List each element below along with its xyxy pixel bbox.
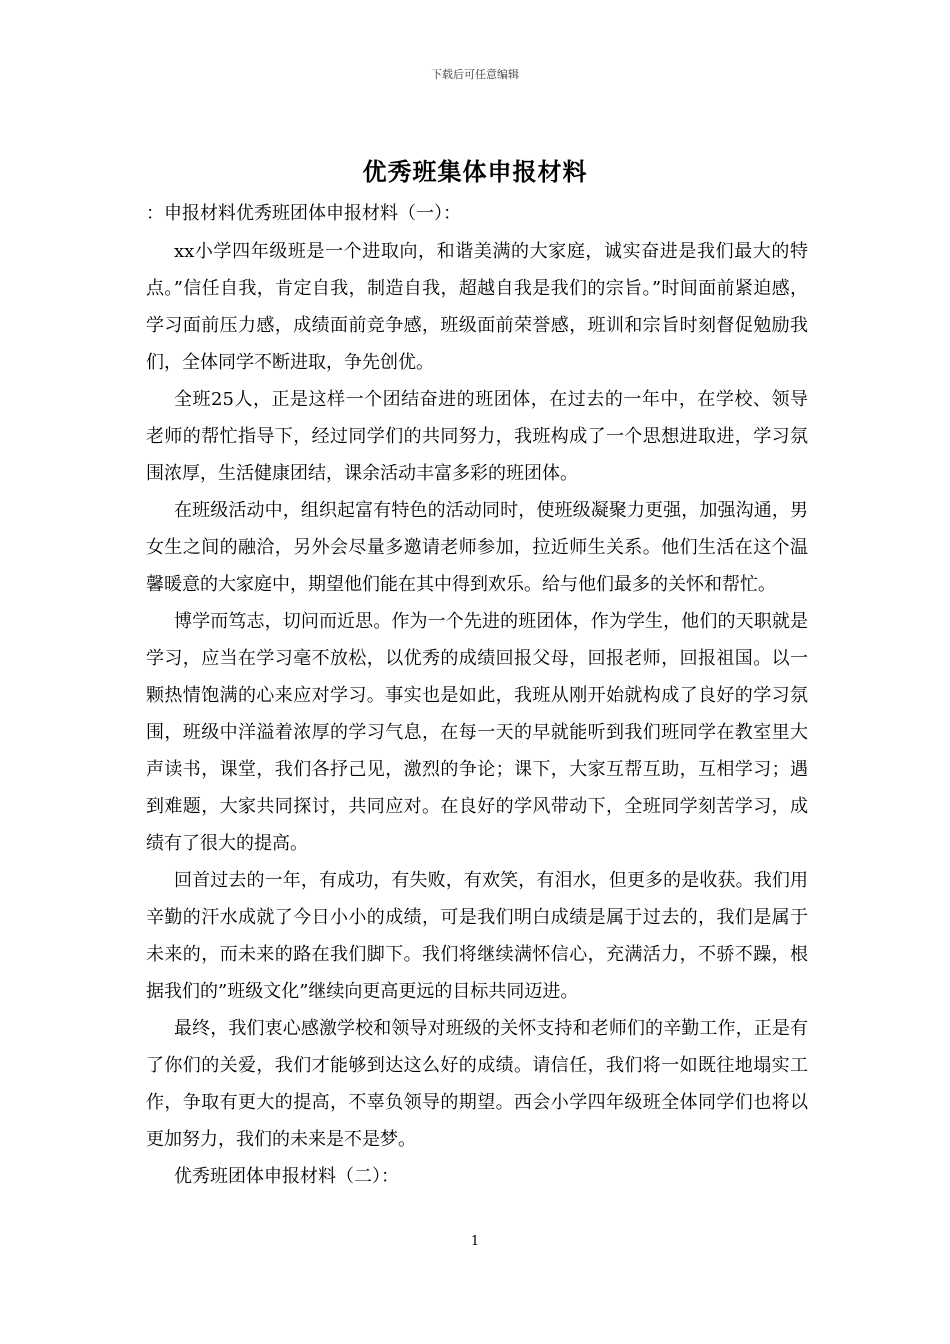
document-title: 优秀班集体申报材料 — [362, 157, 588, 186]
section-heading: 优秀班团体申报材料（二）： — [174, 1166, 399, 1187]
paragraph: 在班级活动中，组织起富有特色的活动同时，使班级凝聚力更强，加强沟通，男女生之间的融洽，另外会尽量多邀请老师参加，拉近师生关系。他们生活在这个温馨暖意的大家庭中，期望他们能在其中得到欢乐。给与他们最多的关怀和帮忙。 — [146, 500, 808, 595]
paragraph: 博学而笃志，切问而近思。作为一个先进的班团体，作为学生，他们的天职就是学习，应当在学习毫不放松，以优秀的成绩回报父母，回报老师，回报祖国。以一颗热情饱满的心来应对学习。事实也是如此，我班从刚开始就构成了良好的学习氛围，班级中洋溢着浓厚的学习气息，在每一天的早就能听到我们班同学在教室里大声读书，课堂，我们各抒己见，激烈的争论；课下，大家互帮互助，互相学习；遇到难题，大家共同探讨，共同应对。在良好的学风带动下，全班同学刻苦学习，成绩有了很大的提高。 — [146, 611, 808, 854]
paragraph: 回首过去的一年，有成功，有失败，有欢笑，有泪水，但更多的是收获。我们用辛勤的汗水成就了今日小小的成绩，可是我们明白成绩是属于过去的，我们是属于未来的，而未来的路在我们脚下。我们将继续满怀信心，充满活力，不骄不躁，根据我们的”班级文化”继续向更高更远的目标共同迈进。 — [146, 870, 808, 1002]
page-number: 1 — [470, 1234, 480, 1249]
document-body — [146, 196, 808, 1195]
section-subtitle: ：申报材料优秀班团体申报材料（一）： — [146, 203, 461, 224]
header-note: 下载后可任意编辑 — [431, 68, 519, 81]
paragraph: 最终，我们衷心感激学校和领导对班级的关怀支持和老师们的辛勤工作，正是有了你们的关爱，我们才能够到达这么好的成绩。请信任，我们将一如既往地塌实工作，争取有更大的提高，不辜负领导的期望。西会小学四年级班全体同学们也将以更加努力，我们的未来是不是梦。 — [146, 1018, 808, 1150]
paragraph: xx小学四年级班是一个进取向，和谐美满的大家庭，诚实奋进是我们最大的特点。”信任自我，肯定自我，制造自我，超越自我是我们的宗旨。”时间面前紧迫感，学习面前压力感，成绩面前竞争感，班级面前荣誉感，班训和宗旨时刻督促勉励我们，全体同学不断进取，争先创优。 — [146, 241, 808, 373]
paragraph: 全班25人，正是这样一个团结奋进的班团体，在过去的一年中，在学校、领导老师的帮忙指导下，经过同学们的共同努力，我班构成了一个思想进取进，学习氛围浓厚，生活健康团结，课余活动丰富多彩的班团体。 — [146, 389, 808, 484]
